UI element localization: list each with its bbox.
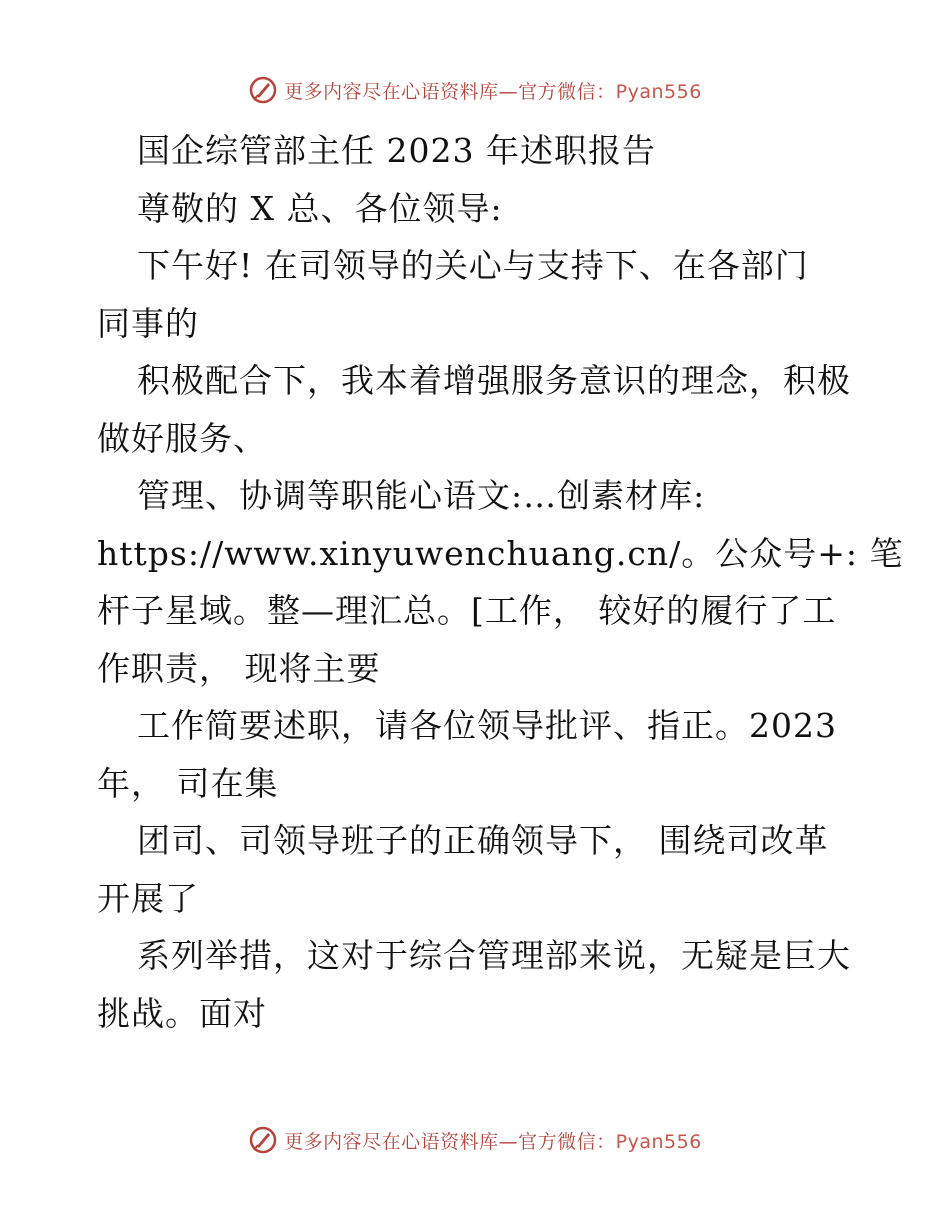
text-line: 做好服务、 — [97, 418, 267, 458]
document-title: 国企综管部主任 2023 年述职报告 — [137, 131, 656, 170]
text-line: 下午好! 在司领导的关心与支持下、在各部门 — [137, 246, 809, 285]
watermark-label: 更多内容尽在心语资料库—官方微信： — [284, 80, 616, 103]
text-line: 挑战。面对 — [97, 993, 267, 1033]
text-line: 同事的 — [97, 303, 199, 343]
footer-watermark — [0, 1120, 950, 1160]
text-line: 系列举措，这对于综合管理部来说，无疑是巨大 — [137, 936, 851, 975]
quill-logo-icon — [248, 75, 278, 105]
watermark-handle: Pyan556 — [615, 1130, 702, 1153]
text-line: 管理、协调等职能心语文:…创素材库: — [137, 476, 706, 515]
watermark-handle: Pyan556 — [615, 80, 702, 103]
header-watermark — [0, 70, 950, 110]
text-line: 工作简要述职，请各位领导批评、指正。2023 — [137, 706, 837, 745]
text-line: 作职责， 现将主要 — [97, 648, 381, 688]
watermark-text — [284, 1127, 702, 1154]
text-line: 开展了 — [97, 878, 199, 918]
text-line: 年， 司在集 — [97, 763, 279, 803]
text-line: 团司、司领导班子的正确领导下， 围绕司改革 — [137, 821, 829, 860]
watermark-label: 更多内容尽在心语资料库—官方微信： — [284, 1130, 616, 1153]
document-body — [97, 122, 904, 1042]
text-line: 积极配合下，我本着增强服务意识的理念，积极 — [137, 361, 851, 400]
text-line: 杆子星域。整—理汇总。[工作， 较好的履行了工 — [97, 591, 837, 630]
watermark-text — [284, 77, 702, 104]
text-line: https://www.xinyuwenchuang.cn/。公众号+: 笔 — [97, 533, 904, 573]
quill-logo-icon — [248, 1125, 278, 1155]
salutation: 尊敬的 X 总、各位领导: — [137, 188, 503, 228]
